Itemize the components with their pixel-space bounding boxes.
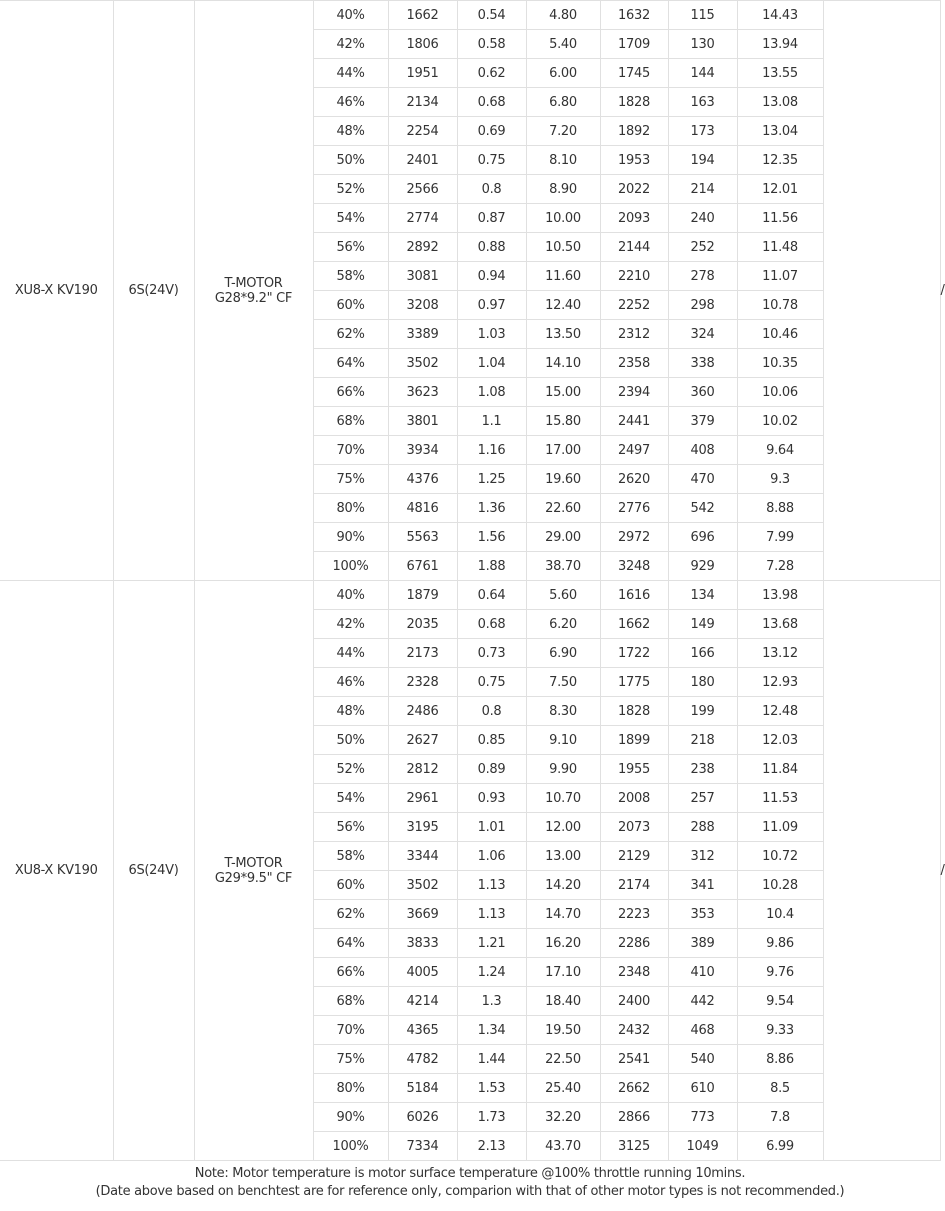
rpm-cell: 1953: [600, 146, 668, 175]
throttle-cell: 100%: [313, 1132, 388, 1161]
efficiency-cell: 9.64: [737, 436, 823, 465]
throttle-cell: 70%: [313, 1016, 388, 1045]
efficiency-cell: 13.68: [737, 610, 823, 639]
current-cell: 10.70: [526, 784, 600, 813]
current-cell: 22.50: [526, 1045, 600, 1074]
current-cell: 17.10: [526, 958, 600, 987]
efficiency-cell: 11.48: [737, 233, 823, 262]
current-cell: 8.90: [526, 175, 600, 204]
throttle-cell: 70%: [313, 436, 388, 465]
thrust-cell: 4376: [388, 465, 457, 494]
rpm-cell: 2223: [600, 900, 668, 929]
throttle-cell: 52%: [313, 175, 388, 204]
rpm-cell: 2662: [600, 1074, 668, 1103]
power-cell: 115: [668, 1, 737, 30]
efficiency-cell: 6.99: [737, 1132, 823, 1161]
power-cell: 298: [668, 291, 737, 320]
thrust-cell: 3344: [388, 842, 457, 871]
power-cell: 240: [668, 204, 737, 233]
thrust-cell: 4816: [388, 494, 457, 523]
power-cell: 180: [668, 668, 737, 697]
throttle-cell: 75%: [313, 1045, 388, 1074]
torque-cell: 2.13: [457, 1132, 526, 1161]
rpm-cell: 2174: [600, 871, 668, 900]
current-cell: 29.00: [526, 523, 600, 552]
efficiency-cell: 12.01: [737, 175, 823, 204]
current-cell: 5.60: [526, 581, 600, 610]
power-cell: 442: [668, 987, 737, 1016]
rpm-cell: 2776: [600, 494, 668, 523]
torque-cell: 0.87: [457, 204, 526, 233]
torque-cell: 1.1: [457, 407, 526, 436]
throttle-cell: 68%: [313, 987, 388, 1016]
thrust-cell: 2401: [388, 146, 457, 175]
thrust-cell: 2812: [388, 755, 457, 784]
power-cell: 540: [668, 1045, 737, 1074]
throttle-cell: 58%: [313, 262, 388, 291]
rpm-cell: 1632: [600, 1, 668, 30]
power-cell: 149: [668, 610, 737, 639]
power-cell: 194: [668, 146, 737, 175]
rpm-cell: 1828: [600, 697, 668, 726]
rpm-cell: 2358: [600, 349, 668, 378]
power-cell: 696: [668, 523, 737, 552]
torque-cell: 0.94: [457, 262, 526, 291]
power-cell: 278: [668, 262, 737, 291]
throttle-cell: 58%: [313, 842, 388, 871]
torque-cell: 0.89: [457, 755, 526, 784]
thrust-cell: 2134: [388, 88, 457, 117]
throttle-cell: 56%: [313, 813, 388, 842]
efficiency-cell: 13.55: [737, 59, 823, 88]
efficiency-cell: 11.84: [737, 755, 823, 784]
current-cell: 9.10: [526, 726, 600, 755]
power-cell: 379: [668, 407, 737, 436]
current-cell: 32.20: [526, 1103, 600, 1132]
power-cell: 338: [668, 349, 737, 378]
rpm-cell: 2286: [600, 929, 668, 958]
torque-cell: 1.34: [457, 1016, 526, 1045]
thrust-cell: 7334: [388, 1132, 457, 1161]
thrust-cell: 3389: [388, 320, 457, 349]
efficiency-cell: 10.46: [737, 320, 823, 349]
efficiency-cell: 13.98: [737, 581, 823, 610]
power-cell: 389: [668, 929, 737, 958]
efficiency-cell: 12.03: [737, 726, 823, 755]
propeller-line: G28*9.2" CF: [214, 290, 293, 306]
torque-cell: 0.73: [457, 639, 526, 668]
power-cell: 610: [668, 1074, 737, 1103]
rpm-cell: 2432: [600, 1016, 668, 1045]
current-cell: 6.00: [526, 59, 600, 88]
throttle-cell: 60%: [313, 291, 388, 320]
throttle-cell: 42%: [313, 610, 388, 639]
efficiency-cell: 7.99: [737, 523, 823, 552]
thrust-cell: 2486: [388, 697, 457, 726]
throttle-cell: 90%: [313, 1103, 388, 1132]
torque-cell: 0.75: [457, 146, 526, 175]
rpm-cell: 2312: [600, 320, 668, 349]
power-cell: 214: [668, 175, 737, 204]
current-cell: 13.00: [526, 842, 600, 871]
efficiency-cell: 10.28: [737, 871, 823, 900]
power-cell: 166: [668, 639, 737, 668]
power-cell: 252: [668, 233, 737, 262]
power-cell: 542: [668, 494, 737, 523]
rpm-cell: 2400: [600, 987, 668, 1016]
torque-cell: 0.54: [457, 1, 526, 30]
thrust-cell: 2254: [388, 117, 457, 146]
efficiency-cell: 7.8: [737, 1103, 823, 1132]
torque-cell: 0.93: [457, 784, 526, 813]
efficiency-cell: 11.56: [737, 204, 823, 233]
efficiency-cell: 11.07: [737, 262, 823, 291]
torque-cell: 0.8: [457, 697, 526, 726]
torque-cell: 1.25: [457, 465, 526, 494]
current-cell: 12.40: [526, 291, 600, 320]
power-cell: 470: [668, 465, 737, 494]
rpm-cell: 2348: [600, 958, 668, 987]
rpm-cell: 2620: [600, 465, 668, 494]
thrust-cell: 3801: [388, 407, 457, 436]
battery-cell: 6S(24V): [113, 581, 194, 1161]
rpm-cell: 2972: [600, 523, 668, 552]
torque-cell: 0.62: [457, 59, 526, 88]
torque-cell: 1.04: [457, 349, 526, 378]
thrust-cell: 3833: [388, 929, 457, 958]
efficiency-cell: 8.5: [737, 1074, 823, 1103]
current-cell: 19.50: [526, 1016, 600, 1045]
torque-cell: 1.01: [457, 813, 526, 842]
torque-cell: 0.85: [457, 726, 526, 755]
throttle-cell: 66%: [313, 958, 388, 987]
efficiency-cell: 13.04: [737, 117, 823, 146]
current-cell: 13.50: [526, 320, 600, 349]
efficiency-cell: 14.43: [737, 1, 823, 30]
rpm-cell: 2866: [600, 1103, 668, 1132]
current-cell: 7.20: [526, 117, 600, 146]
rpm-cell: 2008: [600, 784, 668, 813]
power-cell: 288: [668, 813, 737, 842]
throttle-cell: 80%: [313, 494, 388, 523]
torque-cell: 0.8: [457, 175, 526, 204]
efficiency-cell: 9.76: [737, 958, 823, 987]
thrust-cell: 2328: [388, 668, 457, 697]
efficiency-cell: 10.02: [737, 407, 823, 436]
thrust-cell: 3934: [388, 436, 457, 465]
propeller-line: T-MOTOR: [224, 855, 283, 871]
rpm-cell: 2129: [600, 842, 668, 871]
current-cell: 18.40: [526, 987, 600, 1016]
throttle-cell: 62%: [313, 320, 388, 349]
current-cell: 11.60: [526, 262, 600, 291]
efficiency-cell: 8.86: [737, 1045, 823, 1074]
efficiency-cell: 12.93: [737, 668, 823, 697]
thrust-cell: 3208: [388, 291, 457, 320]
throttle-cell: 80%: [313, 1074, 388, 1103]
efficiency-cell: 10.06: [737, 378, 823, 407]
current-cell: 9.90: [526, 755, 600, 784]
throttle-cell: 46%: [313, 668, 388, 697]
rpm-cell: 2073: [600, 813, 668, 842]
rpm-cell: 1892: [600, 117, 668, 146]
power-cell: 468: [668, 1016, 737, 1045]
rpm-cell: 1616: [600, 581, 668, 610]
throttle-cell: 54%: [313, 784, 388, 813]
thrust-cell: 3623: [388, 378, 457, 407]
torque-cell: 1.03: [457, 320, 526, 349]
rpm-cell: 2093: [600, 204, 668, 233]
rpm-cell: 1722: [600, 639, 668, 668]
efficiency-cell: 13.94: [737, 30, 823, 59]
throttle-cell: 75%: [313, 465, 388, 494]
current-cell: 10.00: [526, 204, 600, 233]
thrust-cell: 2566: [388, 175, 457, 204]
torque-cell: 1.06: [457, 842, 526, 871]
throttle-cell: 52%: [313, 755, 388, 784]
propeller-line: G29*9.5" CF: [214, 870, 293, 886]
power-cell: 410: [668, 958, 737, 987]
torque-cell: 0.68: [457, 88, 526, 117]
torque-cell: 1.44: [457, 1045, 526, 1074]
thrust-cell: 2774: [388, 204, 457, 233]
throttle-cell: 40%: [313, 581, 388, 610]
current-cell: 8.30: [526, 697, 600, 726]
rpm-cell: 1899: [600, 726, 668, 755]
current-cell: 4.80: [526, 1, 600, 30]
rpm-cell: 1955: [600, 755, 668, 784]
thrust-cell: 6026: [388, 1103, 457, 1132]
throttle-cell: 56%: [313, 233, 388, 262]
thrust-cell: 6761: [388, 552, 457, 581]
throttle-cell: 40%: [313, 1, 388, 30]
torque-cell: 0.58: [457, 30, 526, 59]
efficiency-cell: 10.4: [737, 900, 823, 929]
thrust-cell: 2173: [388, 639, 457, 668]
torque-cell: 1.53: [457, 1074, 526, 1103]
efficiency-cell: 11.09: [737, 813, 823, 842]
thrust-cell: 4005: [388, 958, 457, 987]
torque-cell: 1.24: [457, 958, 526, 987]
rpm-cell: 2441: [600, 407, 668, 436]
throttle-cell: 42%: [313, 30, 388, 59]
efficiency-cell: 9.3: [737, 465, 823, 494]
thrust-cell: 5184: [388, 1074, 457, 1103]
thrust-cell: 3502: [388, 871, 457, 900]
throttle-cell: 62%: [313, 900, 388, 929]
torque-cell: 0.88: [457, 233, 526, 262]
torque-cell: 0.64: [457, 581, 526, 610]
efficiency-cell: 13.08: [737, 88, 823, 117]
efficiency-cell: 13.12: [737, 639, 823, 668]
torque-cell: 0.75: [457, 668, 526, 697]
torque-cell: 1.21: [457, 929, 526, 958]
note-line-2: (Date above based on benchtest are for reference only, comparion with that of other motor types is not recommended.): [95, 1184, 845, 1199]
rpm-cell: 1775: [600, 668, 668, 697]
current-cell: 43.70: [526, 1132, 600, 1161]
current-cell: 19.60: [526, 465, 600, 494]
efficiency-cell: 9.33: [737, 1016, 823, 1045]
propeller-cell: [194, 1, 313, 581]
throttle-cell: 48%: [313, 117, 388, 146]
thrust-cell: 4782: [388, 1045, 457, 1074]
current-cell: 14.70: [526, 900, 600, 929]
efficiency-cell: 11.53: [737, 784, 823, 813]
efficiency-cell: 9.54: [737, 987, 823, 1016]
torque-cell: 1.08: [457, 378, 526, 407]
torque-cell: 1.13: [457, 900, 526, 929]
thrust-cell: 2961: [388, 784, 457, 813]
torque-cell: 1.13: [457, 871, 526, 900]
power-cell: 173: [668, 117, 737, 146]
current-cell: 15.00: [526, 378, 600, 407]
rpm-cell: 1662: [600, 610, 668, 639]
throttle-cell: 44%: [313, 59, 388, 88]
power-cell: 773: [668, 1103, 737, 1132]
power-cell: 408: [668, 436, 737, 465]
efficiency-cell: 9.86: [737, 929, 823, 958]
torque-cell: 1.73: [457, 1103, 526, 1132]
rpm-cell: 3125: [600, 1132, 668, 1161]
rpm-cell: 1709: [600, 30, 668, 59]
power-cell: 341: [668, 871, 737, 900]
battery-cell: 6S(24V): [113, 1, 194, 581]
thrust-cell: 4214: [388, 987, 457, 1016]
throttle-cell: 50%: [313, 726, 388, 755]
efficiency-cell: 10.35: [737, 349, 823, 378]
current-cell: 16.20: [526, 929, 600, 958]
throttle-cell: 90%: [313, 523, 388, 552]
current-cell: 10.50: [526, 233, 600, 262]
power-cell: 257: [668, 784, 737, 813]
efficiency-cell: 12.48: [737, 697, 823, 726]
current-cell: 8.10: [526, 146, 600, 175]
thrust-cell: 1662: [388, 1, 457, 30]
propeller-cell: [194, 581, 313, 1161]
torque-cell: 0.97: [457, 291, 526, 320]
throttle-cell: 64%: [313, 349, 388, 378]
current-cell: 12.00: [526, 813, 600, 842]
thrust-cell: 1879: [388, 581, 457, 610]
current-cell: 17.00: [526, 436, 600, 465]
torque-cell: 1.3: [457, 987, 526, 1016]
rpm-cell: 2210: [600, 262, 668, 291]
current-cell: 6.20: [526, 610, 600, 639]
temperature-cell: [823, 1, 940, 581]
rpm-cell: 3248: [600, 552, 668, 581]
current-cell: 15.80: [526, 407, 600, 436]
rpm-cell: 1745: [600, 59, 668, 88]
table-row: XU8-X KV190 6S(24V) T-MOTOR G29*9.5" CF 40% 1879 0.64 5.60 1616 134 13.98 /: [0, 581, 940, 610]
thrust-cell: 1951: [388, 59, 457, 88]
current-cell: 6.80: [526, 88, 600, 117]
throttle-cell: 50%: [313, 146, 388, 175]
temperature-cell: [823, 581, 940, 1161]
thrust-cell: 2627: [388, 726, 457, 755]
power-cell: 199: [668, 697, 737, 726]
current-cell: 6.90: [526, 639, 600, 668]
torque-cell: 1.16: [457, 436, 526, 465]
throttle-cell: 44%: [313, 639, 388, 668]
torque-cell: 1.88: [457, 552, 526, 581]
torque-cell: 0.69: [457, 117, 526, 146]
rpm-cell: 2144: [600, 233, 668, 262]
throttle-cell: 64%: [313, 929, 388, 958]
rpm-cell: 2022: [600, 175, 668, 204]
throttle-cell: 54%: [313, 204, 388, 233]
current-cell: 5.40: [526, 30, 600, 59]
throttle-cell: 66%: [313, 378, 388, 407]
motor-cell: XU8-X KV190: [0, 1, 113, 581]
rpm-cell: 2541: [600, 1045, 668, 1074]
thrust-cell: 3669: [388, 900, 457, 929]
motor-cell: XU8-X KV190: [0, 581, 113, 1161]
current-cell: 38.70: [526, 552, 600, 581]
thrust-cell: 3502: [388, 349, 457, 378]
power-cell: 312: [668, 842, 737, 871]
throttle-cell: 60%: [313, 871, 388, 900]
efficiency-cell: 12.35: [737, 146, 823, 175]
current-cell: 7.50: [526, 668, 600, 697]
torque-cell: 0.68: [457, 610, 526, 639]
power-cell: 144: [668, 59, 737, 88]
torque-cell: 1.36: [457, 494, 526, 523]
efficiency-cell: 7.28: [737, 552, 823, 581]
current-cell: 14.20: [526, 871, 600, 900]
rpm-cell: 1828: [600, 88, 668, 117]
torque-cell: 1.56: [457, 523, 526, 552]
current-cell: 22.60: [526, 494, 600, 523]
rpm-cell: 2252: [600, 291, 668, 320]
power-cell: 1049: [668, 1132, 737, 1161]
power-cell: 238: [668, 755, 737, 784]
power-cell: 929: [668, 552, 737, 581]
rpm-cell: 2394: [600, 378, 668, 407]
current-cell: 14.10: [526, 349, 600, 378]
thrust-cell: 2892: [388, 233, 457, 262]
efficiency-cell: 8.88: [737, 494, 823, 523]
table-body: [0, 1, 945, 1161]
thrust-cell: 3081: [388, 262, 457, 291]
efficiency-cell: 10.72: [737, 842, 823, 871]
throttle-cell: 48%: [313, 697, 388, 726]
table-row: XU8-X KV190 6S(24V) T-MOTOR G28*9.2" CF 40% 1662 0.54 4.80 1632 115 14.43 /: [0, 1, 940, 30]
power-cell: 163: [668, 88, 737, 117]
power-cell: 134: [668, 581, 737, 610]
throttle-cell: 46%: [313, 88, 388, 117]
efficiency-cell: 10.78: [737, 291, 823, 320]
power-cell: 130: [668, 30, 737, 59]
throttle-cell: 100%: [313, 552, 388, 581]
propeller-line: T-MOTOR: [224, 275, 283, 291]
rpm-cell: 2497: [600, 436, 668, 465]
power-cell: 353: [668, 900, 737, 929]
power-cell: 360: [668, 378, 737, 407]
current-cell: 25.40: [526, 1074, 600, 1103]
power-cell: 324: [668, 320, 737, 349]
thrust-cell: 4365: [388, 1016, 457, 1045]
power-cell: 218: [668, 726, 737, 755]
thrust-cell: 2035: [388, 610, 457, 639]
thrust-cell: 3195: [388, 813, 457, 842]
thrust-cell: 1806: [388, 30, 457, 59]
thrust-cell: 5563: [388, 523, 457, 552]
throttle-cell: 68%: [313, 407, 388, 436]
note-line-1: Note: Motor temperature is motor surface temperature @100% throttle running 10mins.: [194, 1166, 746, 1181]
footnote: [0, 1161, 940, 1201]
